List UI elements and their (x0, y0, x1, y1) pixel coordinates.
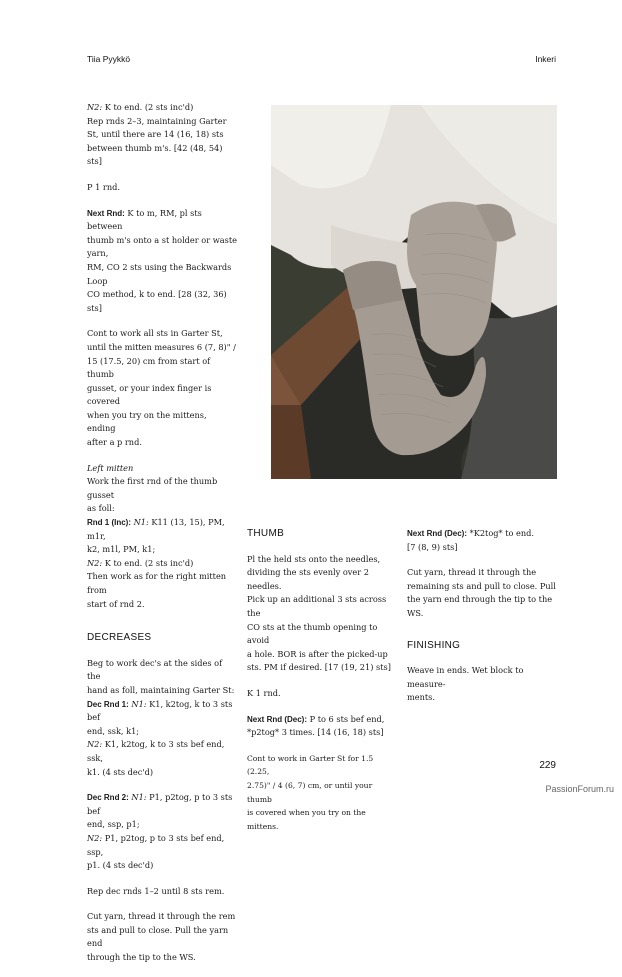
purl-round-paragraph: P 1 rnd. (87, 181, 120, 192)
column-right (407, 527, 557, 717)
decreases-section: Beg to work dec's at the sides of the hand as foll, maintaining Garter St: Dec Rnd 1: N1: K1, k2tog, k to 3 sts bef end, ssk, k1; N2: K1, k2tog, k to 3 sts bef end, ssk, k1. (4 sts dec'd) (87, 657, 235, 777)
final-round-paragraph: Next Rnd (Dec): *K2tog* to end. [7 (8, 9) sts] (407, 528, 534, 552)
thumb-heading: THUMB (247, 528, 285, 539)
next-round-paragraph: Next Rnd: K to m, RM, pl sts between thumb m's onto a st holder or waste yarn, RM, CO 2 sts using the Backwards Loop CO method, k to end. [28 (32, 36) sts] (87, 207, 237, 313)
header-title: Inkeri (535, 54, 556, 64)
thumb-continue-paragraph: Cont to work in Garter St for 1.5 (2.25, 2.75)" / 4 (6, 7) cm, or until your thumb is covered when you try on the mittens. (247, 753, 374, 831)
finishing-paragraph: Weave in ends. Wet block to measure- ments. (407, 665, 524, 703)
column-left (87, 101, 237, 977)
header-author: Tiia Pyykkö (87, 54, 131, 64)
column-middle (247, 527, 393, 845)
close-thumb-paragraph: Cut yarn, thread it through the remaining sts and pull to close. Pull the yarn end through the tip to the WS. (407, 567, 556, 618)
decreases-heading: DECREASES (87, 632, 152, 644)
knit-round-paragraph: K 1 rnd. (247, 687, 281, 698)
left-mitten-subheading: Left mitten (87, 462, 134, 473)
thumb-gusset-paragraph: N2: K to end. (2 sts inc'd) Rep rnds 2–3, maintaining Garter St, until there are 14 (16, 18) sts between thumb m's. [42 (48, 54) sts] (87, 102, 227, 167)
page-number: 229 (539, 760, 556, 771)
mittens-photo (271, 105, 557, 479)
repeat-paragraph: Rep dec rnds 1–2 until 8 sts rem. (87, 885, 225, 896)
thumb-paragraph: Pl the held sts onto the needles, dividing the sts evenly over 2 needles. Pick up an additional 3 sts across the CO sts at the thumb opening to avoid a hole. BOR is after the picked-up sts. PM if desired. [17 (19, 21) sts] (247, 553, 391, 673)
dec-round-2-paragraph: Dec Rnd 2: N1: P1, p2tog, p to 3 sts bef end, ssp, p1; N2: P1, p2tog, p to 3 sts bef end, ssp, p1. (4 sts dec'd) (87, 792, 233, 871)
garter-paragraph: Cont to work all sts in Garter St, until the mitten measures 6 (7, 8)" / 15 (17.5, 20) cm from start of thumb gusset, or your index finger is covered when you try on the mittens, ending after a p rnd. (87, 328, 236, 448)
thumb-next-round-paragraph: Next Rnd (Dec): P to 6 sts bef end, *p2tog* 3 times. [14 (16, 18) sts] (247, 713, 385, 738)
finishing-heading: FINISHING (407, 639, 461, 651)
cut-yarn-paragraph: Cut yarn, thread it through the rem sts and pull to close. Pull the yarn end through the tip to the WS. (87, 911, 236, 963)
left-mitten-section: Left mitten Work the first rnd of the thumb gusset as foll: Rnd 1 (Inc): N1: K11 (13, 15), PM, m1r, k2, m1l, PM, k1; N2: K to end. (2 sts inc'd) Then work as for the right mitten from start of rnd 2. (87, 462, 237, 612)
needle-label: N2: (87, 102, 103, 112)
watermark: PassionForum.ru (545, 784, 614, 794)
